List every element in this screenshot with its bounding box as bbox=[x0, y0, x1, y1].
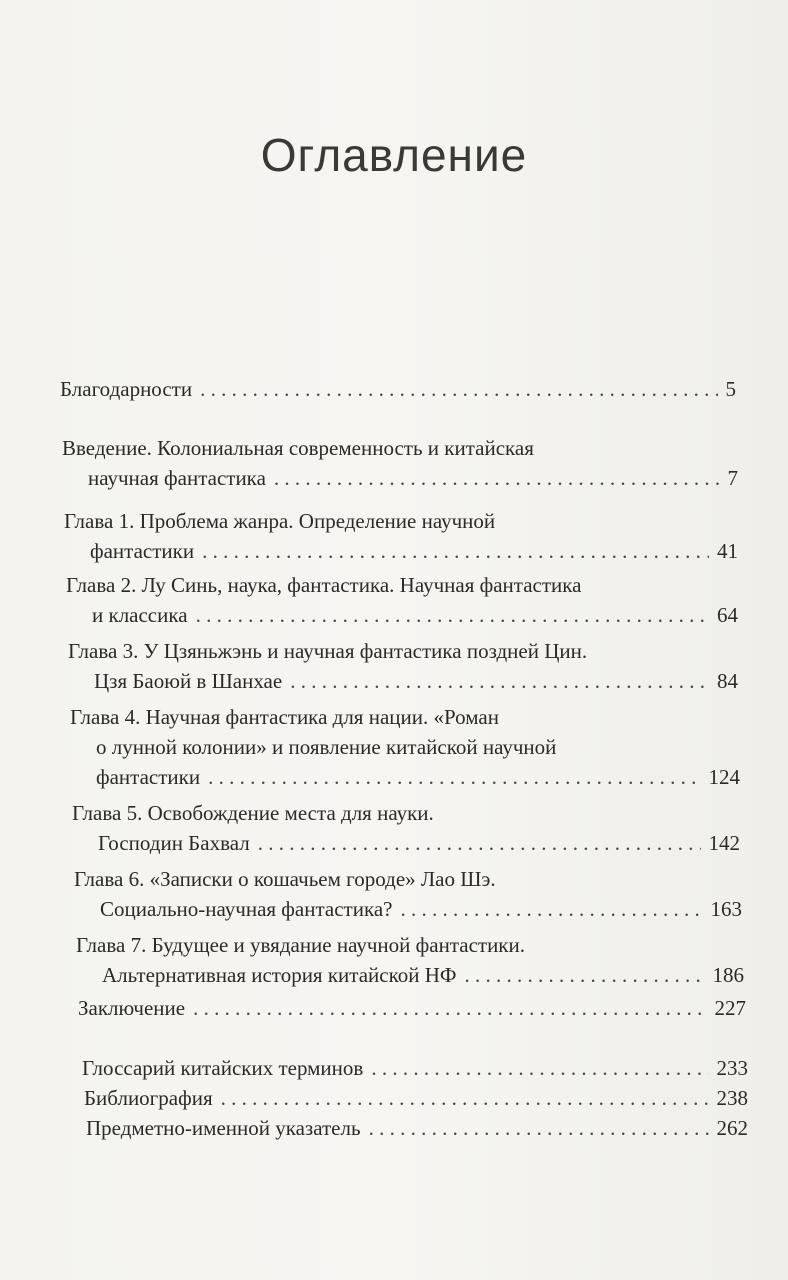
toc-entry-title-continued: фантастики bbox=[90, 539, 195, 563]
toc-entry-chapter-3 bbox=[68, 636, 738, 696]
toc-entry-title: Глава 2. Лу Синь, наука, фантастика. Научная фантастика bbox=[66, 573, 582, 597]
dot-leader bbox=[193, 993, 706, 1023]
dot-leader bbox=[371, 1053, 708, 1083]
dot-leader bbox=[369, 1113, 709, 1143]
toc-entry-conclusion bbox=[78, 993, 746, 1023]
dot-leader bbox=[221, 1083, 709, 1113]
dot-leader bbox=[258, 828, 701, 858]
toc-entry-chapter-2 bbox=[66, 570, 738, 630]
toc-entry-title: Глава 4. Научная фантастика для нации. «Роман bbox=[70, 705, 499, 729]
toc-page-number: 64 bbox=[717, 603, 738, 627]
toc-entry-title: Глава 3. У Цзяньжэнь и научная фантастика поздней Цин. bbox=[68, 639, 588, 663]
dot-leader bbox=[202, 536, 709, 566]
toc-page-number: 41 bbox=[717, 539, 738, 563]
toc-page-number: 124 bbox=[708, 765, 740, 789]
toc-page-number: 84 bbox=[717, 669, 738, 693]
toc-entry-chapter-6 bbox=[74, 864, 742, 924]
toc-entry-title-continued: фантастики bbox=[96, 765, 201, 789]
toc-entry-title: Глава 7. Будущее и увядание научной фантастики. bbox=[76, 933, 525, 957]
toc-page-number: 238 bbox=[716, 1086, 748, 1110]
toc-entry-chapter-4 bbox=[70, 702, 740, 792]
toc-entry-title-continued: Господин Бахвал bbox=[98, 831, 250, 855]
toc-entry-introduction bbox=[62, 433, 738, 493]
toc-entry-title-continued: Социально-научная фантастика? bbox=[100, 897, 393, 921]
toc-entry-title: Благодарности bbox=[60, 377, 193, 401]
toc-page-number: 262 bbox=[716, 1116, 748, 1140]
dot-leader bbox=[208, 762, 700, 792]
toc-entry-title-continued: и классика bbox=[92, 603, 188, 627]
dot-leader bbox=[290, 666, 709, 696]
page-title: Оглавление bbox=[260, 129, 528, 181]
toc-entry-chapter-5 bbox=[72, 798, 740, 858]
toc-page-number: 142 bbox=[708, 831, 740, 855]
dot-leader bbox=[400, 894, 702, 924]
toc-page-number: 227 bbox=[714, 996, 746, 1020]
toc-page-number: 7 bbox=[727, 466, 738, 490]
toc-entry-title: Предметно-именной указатель bbox=[86, 1116, 361, 1140]
toc-entry-title-continued: о лунной колонии» и появление китайской научной bbox=[96, 735, 557, 759]
dot-leader bbox=[464, 960, 704, 990]
toc-page-number: 163 bbox=[710, 897, 742, 921]
toc-entry-title-continued: Альтернативная история китайской НФ bbox=[102, 963, 457, 987]
toc-entry-title: Глава 5. Освобождение места для науки. bbox=[72, 801, 434, 825]
toc-entry-title-continued: Цзя Баоюй в Шанхае bbox=[94, 669, 283, 693]
toc-entry-glossary bbox=[82, 1053, 748, 1083]
toc-entry-acknowledgements bbox=[60, 374, 736, 404]
dot-leader bbox=[274, 463, 720, 493]
toc-entry-title: Библиография bbox=[84, 1086, 213, 1110]
toc-entry-title: Заключение bbox=[78, 996, 186, 1020]
toc-page-number: 186 bbox=[712, 963, 744, 987]
toc-entry-chapter-7 bbox=[76, 930, 744, 990]
toc-page-number: 5 bbox=[725, 377, 736, 401]
toc-entry-title: Глава 1. Проблема жанра. Определение научной bbox=[64, 509, 496, 533]
dot-leader bbox=[200, 374, 717, 404]
toc-page-number: 233 bbox=[716, 1056, 748, 1080]
toc-entry-title: Глоссарий китайских терминов bbox=[82, 1056, 364, 1080]
toc-entry-index bbox=[86, 1113, 748, 1143]
dot-leader bbox=[196, 600, 709, 630]
toc-entry-title-continued: научная фантастика bbox=[88, 466, 266, 490]
toc-entry-chapter-1 bbox=[64, 506, 738, 566]
toc-entry-bibliography bbox=[84, 1083, 748, 1113]
toc-entry-title: Введение. Колониальная современность и китайская bbox=[62, 436, 534, 460]
toc-entry-title: Глава 6. «Записки о кошачьем городе» Лао Шэ. bbox=[74, 867, 496, 891]
